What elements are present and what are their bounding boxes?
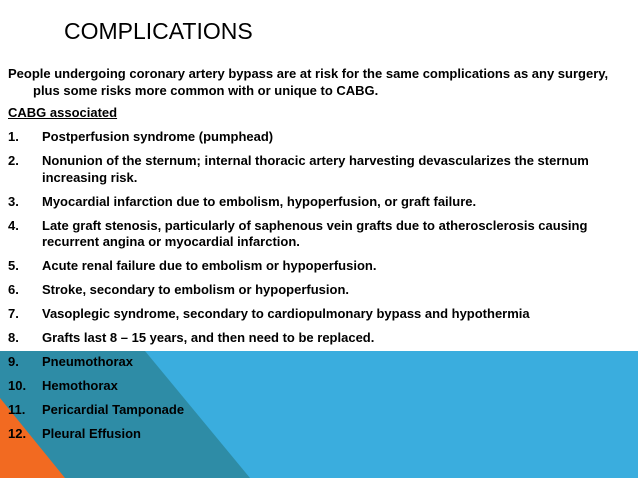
list-item-number: 5.	[8, 258, 19, 273]
list-item	[8, 218, 623, 251]
list-item	[8, 378, 623, 395]
list-item-text: Hemothorax	[42, 378, 118, 393]
list-item	[8, 426, 623, 443]
list-item-number: 1.	[8, 129, 19, 144]
list-item-text: Nonunion of the sternum; internal thoracic artery harvesting devascularizes the sternum increasing risk.	[42, 153, 589, 185]
list-item-number: 4.	[8, 217, 19, 233]
list-item-text: Pleural Effusion	[42, 426, 141, 441]
page-title: COMPLICATIONS	[64, 18, 253, 44]
list-item	[8, 402, 623, 419]
list-item	[8, 194, 623, 211]
list-item	[8, 282, 623, 299]
list-item-number: 7.	[8, 306, 19, 321]
list-item-text: Pneumothorax	[42, 354, 134, 369]
list-item-number: 10.	[8, 378, 27, 393]
list-item	[8, 129, 623, 146]
list-item-text: Postperfusion syndrome (pumphead)	[42, 129, 274, 144]
list-item-number: 3.	[8, 193, 19, 209]
list-item	[8, 306, 623, 323]
list-item	[8, 354, 623, 371]
list-item	[8, 330, 623, 347]
list-item-number: 6.	[8, 282, 19, 297]
list-item-text: Late graft stenosis, particularly of saphenous vein grafts due to atherosclerosis causing recurrent angina or myocardial infarction.	[42, 217, 588, 249]
list-item-number: 2.	[8, 153, 19, 168]
list-item-text: Myocardial infarction due to embolism, hypoperfusion, or graft failure.	[42, 193, 477, 209]
list-item-number: 12.	[8, 426, 27, 441]
list-item-number: 11.	[8, 402, 26, 417]
subheading: CABG associated	[8, 105, 118, 120]
list-item-text: Pericardial Tamponade	[42, 402, 185, 417]
list-item	[8, 258, 623, 275]
list-item-text: Grafts last 8 – 15 years, and then need to be replaced.	[42, 330, 375, 345]
list-item-text: Vasoplegic syndrome, secondary to cardiopulmonary bypass and hypothermia	[42, 306, 530, 321]
slide-body	[8, 66, 623, 443]
list-item-text: Acute renal failure due to embolism or hypoperfusion.	[42, 258, 377, 273]
complications-list	[8, 129, 623, 443]
list-item	[8, 153, 623, 186]
list-item-number: 9.	[8, 354, 19, 369]
list-item-text: Stroke, secondary to embolism or hypoperfusion.	[42, 282, 350, 297]
list-item-number: 8.	[8, 330, 19, 345]
intro-paragraph: People undergoing coronary artery bypass are at risk for the same complications as any surgery, plus some risks more common with or unique to CABG.	[8, 66, 609, 98]
